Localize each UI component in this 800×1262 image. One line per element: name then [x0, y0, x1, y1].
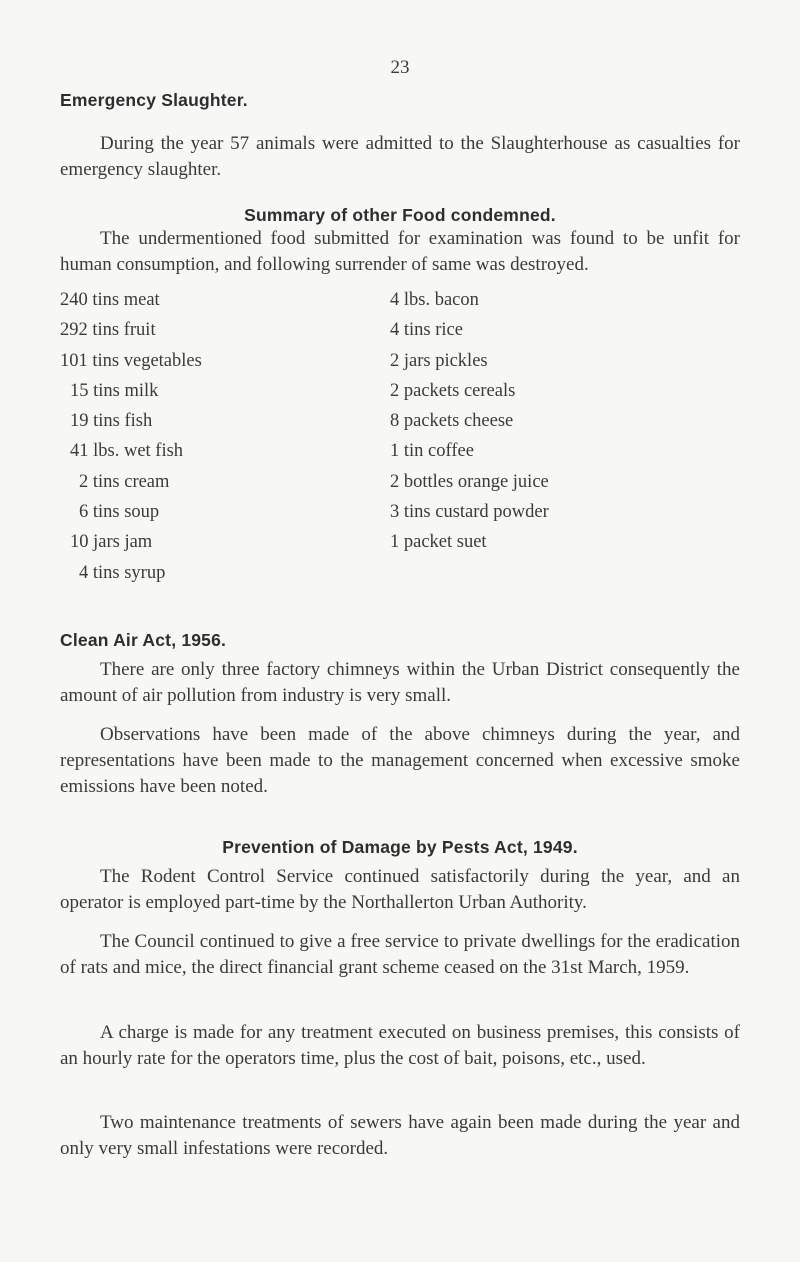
page-number: 23: [390, 57, 410, 78]
list-item: 4 lbs. bacon: [390, 290, 479, 310]
list-item: 292 tins fruit: [60, 320, 156, 341]
pests-heading: Prevention of Damage by Pests Act, 1949.: [222, 837, 578, 857]
list-item: 240 tins meat: [60, 290, 160, 310]
food-condemned-heading: Summary of other Food condemned.: [244, 205, 556, 225]
list-item: 41 lbs. wet fish: [70, 441, 184, 462]
food-list-left: [60, 285, 202, 588]
list-item: 1 packet suet: [390, 532, 487, 553]
clean-air-paragraph-1: There are only three factory chimneys within the Urban District consequently the amount of air pollution from industry is very small.: [60, 659, 740, 706]
pests-paragraph-3: A charge is made for any treatment executed on business premises, this consists of an hourly rate for the operators time, plus the cost of bait, poisons, etc., used.: [60, 1022, 740, 1069]
list-item: 1 tin coffee: [390, 441, 474, 462]
list-item: 2 jars pickles: [390, 350, 488, 371]
list-item: 6 tins soup: [79, 502, 160, 523]
list-item: 4 tins syrup: [79, 562, 166, 583]
pests-paragraph-4: Two maintenance treatments of sewers have again been made during the year and only very small infestations were recorded.: [60, 1112, 740, 1159]
list-item: 101 tins vegetables: [60, 350, 202, 371]
emergency-slaughter-paragraph: During the year 57 animals were admitted to the Slaughterhouse as casualties for emergency slaughter.: [60, 133, 740, 180]
food-condemned-paragraph: The undermentioned food submitted for examination was found to be unfit for human consumption, and following surrender of same was destroyed.: [60, 228, 740, 275]
pests-paragraph-2: The Council continued to give a free service to private dwellings for the eradication of rats and mice, the direct financial grant scheme ceased on the 31st March, 1959.: [60, 931, 740, 978]
list-item: 8 packets cheese: [390, 411, 514, 432]
pests-paragraph-1: The Rodent Control Service continued satisfactorily during the year, and an operator is employed part-time by the Northallerton Urban Authority.: [60, 866, 740, 913]
list-item: 4 tins rice: [390, 320, 463, 341]
list-item: 2 bottles orange juice: [390, 471, 549, 492]
clean-air-heading: Clean Air Act, 1956.: [60, 630, 227, 650]
list-item: 10 jars jam: [70, 532, 153, 553]
list-item: 15 tins milk: [70, 380, 159, 401]
list-item: 19 tins fish: [70, 411, 153, 432]
list-item: 3 tins custard powder: [390, 502, 549, 523]
emergency-slaughter-heading: Emergency Slaughter.: [60, 90, 248, 110]
food-list-right: [390, 285, 549, 558]
list-item: 2 tins cream: [79, 471, 170, 492]
clean-air-paragraph-2: Observations have been made of the above chimneys during the year, and representations have been made to the management concerned when excessive smoke emissions have been noted.: [60, 724, 740, 797]
list-item: 2 packets cereals: [390, 380, 516, 401]
